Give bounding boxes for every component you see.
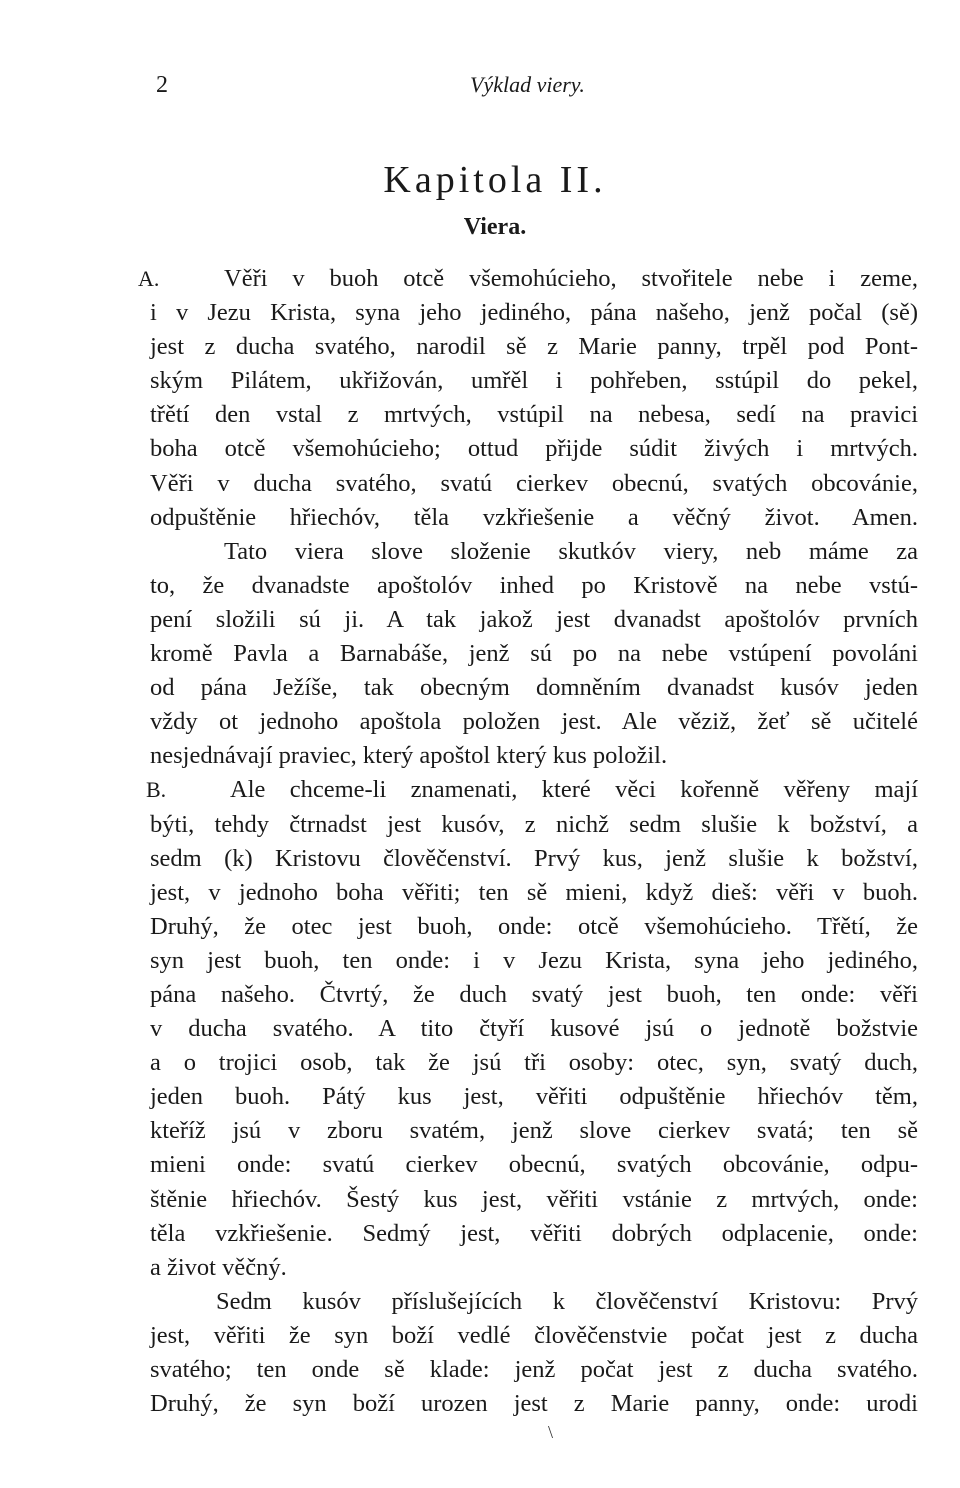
text-line: syn jest buoh, ten onde: i v Jezu Krista, syna jeho jediného, [150, 946, 918, 974]
stray-print-mark: \ [548, 1422, 554, 1442]
text-line: Věři v ducha svatého, svatú cierkev obecnú, svatých obcovánie, [150, 469, 918, 497]
text-line: A. Věři v buoh otcě všemohúcieho, stvořitele nebe i zeme, [150, 262, 918, 296]
body-text [138, 262, 918, 1421]
text-line: pení složili sú ji. A tak jakož jest dvanadst apoštolóv prvních [150, 605, 918, 633]
text-line: svatého; ten onde sě klade: jenž počat jest z ducha svatého. [150, 1356, 918, 1383]
text-line: sedm (k) Kristovu člověčenství. Prvý kus, jenž slušie k božství, [150, 844, 918, 872]
text-line: v ducha svatého. A tito čtyří kusové jsú o jednotě božstvie [150, 1015, 918, 1043]
text-line: a o trojici osob, tak že jsú tři osoby: otec, syn, svatý duch, [150, 1049, 918, 1077]
text-line: býti, tehdy čtrnadst jest kusóv, z nichž sedm slušie k božství, a [150, 810, 918, 838]
text-line: Sedm kusóv příslušejících k člověčenství Kristovu: Prvý [216, 1287, 918, 1315]
text-line: Tato viera slove složenie skutkóv viery, neb máme za [224, 537, 918, 565]
text-line: kromě Pavla a Barnabáše, jenž sú po na nebe vstúpení povoláni [150, 640, 918, 668]
text-line: to, že dvanadste apoštolóv inhed po Kristově na nebe vstú- [150, 571, 918, 599]
text-line: mieni onde: svatú cierkev obecnú, svatých obcovánie, odpu- [150, 1151, 918, 1179]
text-line: Druhý, že otec jest buoh, onde: otcě všemohúcieho. Třětí, že [150, 912, 918, 940]
text-line: jest z ducha svatého, narodil sě z Marie panny, trpěl pod Pont- [150, 333, 918, 361]
text-line: jest, věřiti že syn boží vedlé člověčenstvie počat jest z ducha [150, 1321, 918, 1349]
text-line: i v Jezu Krista, syna jeho jediného, pána našeho, jenž počal (sě) [150, 299, 918, 327]
text-line: kteříž jsú v zboru svatém, jenž slove cierkev svatá; ten sě [150, 1117, 918, 1145]
section-marker-b: B. [146, 777, 167, 803]
text-line: nesjednávají praviec, který apoštol který kus položil. [150, 742, 668, 770]
text-line: Druhý, že syn boží urozen jest z Marie panny, onde: urodi [150, 1390, 918, 1418]
text-line: třětí den vstal z mrtvých, vstúpil na nebesa, sedí na pravici [150, 401, 918, 429]
text-line: jest, v jednoho boha věřiti; ten sě mieni, když dieš: věři v buoh. [150, 878, 918, 906]
chapter-subtitle: Viera. [463, 214, 527, 240]
text-line: vždy ot jednoho apoštola položen jest. Ale věziž, žeť sě učitelé [150, 708, 918, 736]
text-line: a život věčný. [150, 1253, 287, 1281]
text-line: ským Pilátem, ukřižován, umřěl i pohřeben, sstúpil do pekel, [150, 367, 918, 395]
running-title: Výklad viery. [470, 72, 585, 97]
chapter-title: Kapitola II. [383, 159, 607, 201]
running-head [150, 72, 920, 102]
page-number: 2 [156, 72, 168, 98]
text-line: B. Ale chceme-li znamenati, které věci kořenně věřeny mají [150, 773, 918, 807]
text-line: od pána Ježíše, tak obecným domněním dvanadst kusóv jeden [150, 674, 918, 702]
text-line: jeden buoh. Pátý kus jest, věřiti odpuštěnie hřiechóv těm, [150, 1083, 918, 1111]
section-marker-a: A. [138, 266, 160, 291]
text-line: odpuštěnie hřiechóv, těla vzkřiešenie a věčný život. Amen. [150, 503, 918, 531]
text-line: boha otcě všemohúcieho; ottud přijde súdit živých i mrtvých. [150, 435, 918, 463]
text-line: štěnie hřiechóv. Šestý kus jest, věřiti vstánie z mrtvých, onde: [150, 1185, 918, 1213]
text-line: těla vzkřiešenie. Sedmý jest, věřiti dobrých odplacenie, onde: [150, 1219, 918, 1247]
text-line: pána našeho. Čtvrtý, že duch svatý jest buoh, ten onde: věři [150, 980, 918, 1008]
